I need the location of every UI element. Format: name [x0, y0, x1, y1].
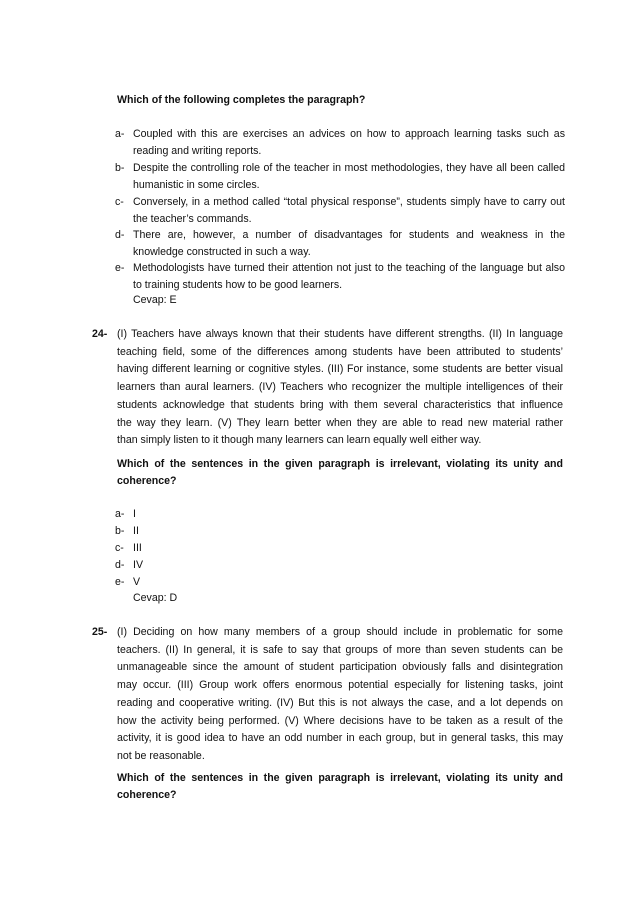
q24-prompt: Which of the sentences in the given paragraph is irrelevant, violating its unity and coherence? [117, 458, 563, 487]
option-text: II [133, 525, 139, 537]
option-letter: d- [115, 229, 125, 241]
option-letter: e- [115, 576, 125, 588]
paragraph-line: than simply listen to it though many learners can learn equally well either way. [117, 434, 482, 447]
option-text: Methodologists have turned their attention not just to the teaching of the language but also to training students how to be good learners. [133, 262, 565, 291]
option-text: Conversely, in a method called “total physical response”, students simply have to carry out the teacher’s commands. [133, 196, 565, 225]
option-letter: d- [115, 559, 125, 571]
option-letter: b- [115, 162, 125, 174]
q24-option-b [115, 523, 565, 540]
option-text: Coupled with this are exercises an advices on how to approach learning tasks such as reading and writing reports. [133, 128, 565, 157]
option-letter: c- [115, 542, 124, 554]
q24-option-e [115, 574, 565, 591]
q23-option-c [115, 194, 565, 228]
q24-option-d [115, 557, 565, 574]
q24-paragraph [117, 326, 563, 450]
paragraph-line: students acknowledge that students bring with them several characteristics that influence [117, 398, 563, 411]
q23-option-a [115, 126, 565, 160]
paragraph-line: having different learning or cognitive styles. (III) For instance, some students are better visual [117, 363, 563, 376]
option-letter: e- [115, 262, 125, 274]
paragraph-line: the way they learn. (V) They learn better when they are able to read new material rather [117, 416, 563, 429]
paragraph-line: how the activity being performed. (V) Where decisions have to be taken as a result of the [117, 714, 563, 727]
option-text: III [133, 542, 142, 554]
paragraph-line: (I) Deciding on how many members of a group should include in problematic for some [117, 626, 563, 638]
option-text: I [133, 508, 136, 520]
option-text: V [133, 576, 141, 588]
q25-paragraph [117, 624, 563, 766]
option-letter: b- [115, 525, 125, 537]
option-text: IV [133, 559, 144, 571]
paragraph-line: (I) Teachers have always known that their students have different strengths. (II) In language [117, 328, 563, 340]
paragraph-line: learners than aural learners. (IV) Teachers who recognizer the multiple intelligences of their [117, 381, 563, 394]
paragraph-line: activity, it is good idea to have an odd number in each group, but in general tasks, this may [117, 732, 563, 745]
q24-answer: Cevap: D [133, 592, 178, 604]
q23-answer: Cevap: E [133, 294, 177, 306]
option-text: Despite the controlling role of the teacher in most methodologies, they have all been called humanistic in some circles. [133, 162, 565, 191]
option-letter: a- [115, 128, 125, 140]
paragraph-line: reading and cooperative writing. (IV) But this is not always the case, and a lot depends on [117, 696, 563, 709]
paragraph-line: may occur. (III) Group work offers enormous potential especially for listening tasks, joint [117, 679, 563, 692]
paragraph-line: teaching field, some of the differences among students have been attributed to students’ [117, 345, 563, 358]
q23-option-d [115, 227, 565, 261]
q23-option-b [115, 160, 565, 194]
q24-number: 24- [92, 328, 108, 340]
q25-number: 25- [92, 626, 108, 638]
option-letter: c- [115, 196, 124, 208]
paragraph-line: not be reasonable. [117, 749, 205, 762]
paragraph-line: teachers. (II) In general, it is safe to say that groups of more than seven students can be [117, 643, 563, 656]
q24-option-c [115, 540, 565, 557]
option-letter: a- [115, 508, 125, 520]
q24-option-a [115, 506, 565, 523]
q23-option-e [115, 260, 565, 294]
q23-prompt: Which of the following completes the paragraph? [117, 94, 366, 106]
paragraph-line: unmanageable since the amount of student participation obviously falls and disintegration [117, 661, 563, 674]
q25-prompt: Which of the sentences in the given paragraph is irrelevant, violating its unity and coherence? [117, 772, 563, 801]
option-text: There are, however, a number of disadvantages for students and weakness in the knowledge constructed in such a way. [133, 229, 565, 258]
